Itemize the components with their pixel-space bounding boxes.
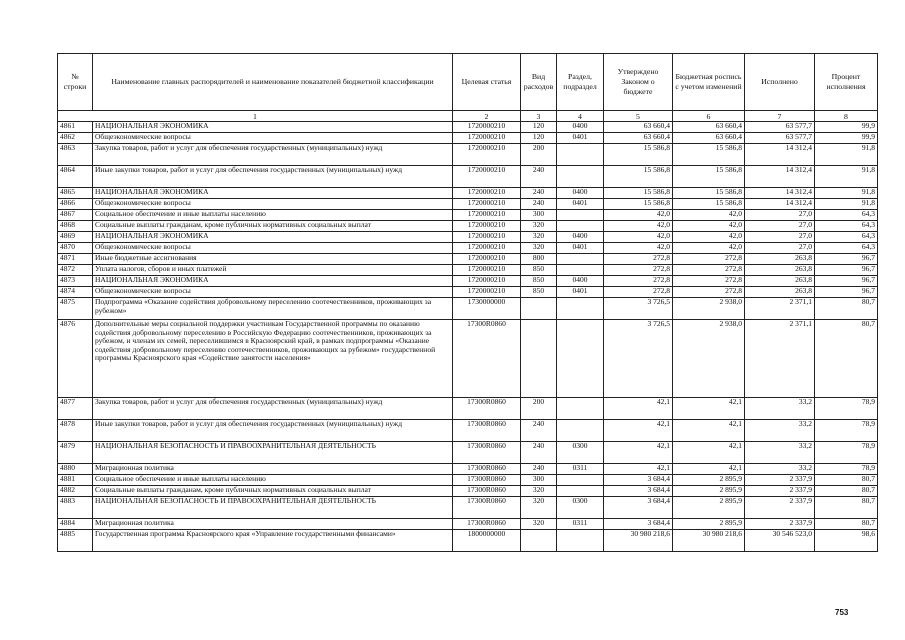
executed-amount: 63 577,7 [745,133,815,144]
expense-type: 300 [521,210,557,221]
table-row [58,210,878,221]
section-code: 0400 [557,276,604,287]
target-article: 1720000210 [453,287,521,298]
row-number: 4867 [58,210,93,221]
execution-percent: 98,6 [815,530,878,552]
row-number: 4861 [58,122,93,133]
expense-type: 240 [521,442,557,464]
planned-amount: 42,0 [673,210,745,221]
row-name: Дополнительные меры социальной поддержки участникам Государственной программы по оказанию содействия добровольному переселению в Российскую Федерацию соотечественников, проживающих за рубежом, и членам их семей, переселившимся в Красноярский край, в рамках подпрограммы «Оказание содействия добровольному переселению соотечественников, проживающих за рубежом» государственной программы Красноярского края «Содействие занятости населения» [93,320,453,398]
table-row [58,298,878,320]
column-number-5: 5 [604,111,673,122]
column-number-3: 3 [521,111,557,122]
target-article: 17300R0860 [453,442,521,464]
executed-amount: 14 312,4 [745,188,815,199]
row-number: 4865 [58,188,93,199]
executed-amount: 33,2 [745,464,815,475]
execution-percent: 99,9 [815,122,878,133]
execution-percent: 78,9 [815,420,878,442]
header-row-number: № строки [58,54,93,111]
row-name: Иные бюджетные ассигнования [93,254,453,265]
table-row [58,144,878,166]
execution-percent: 64,3 [815,210,878,221]
row-number: 4863 [58,144,93,166]
table-row [58,276,878,287]
approved-amount: 272,8 [604,265,673,276]
row-number: 4883 [58,497,93,519]
approved-amount: 3 684,4 [604,497,673,519]
header-planned: Бюджетная роспись с учетом изменений [673,54,745,111]
table-row [58,243,878,254]
expense-type: 240 [521,464,557,475]
planned-amount: 2 895,9 [673,475,745,486]
section-code [557,144,604,166]
section-code: 0311 [557,464,604,475]
planned-amount: 2 895,9 [673,497,745,519]
expense-type: 320 [521,232,557,243]
row-name: Миграционная политика [93,519,453,530]
execution-percent: 96,7 [815,276,878,287]
target-article: 1720000210 [453,221,521,232]
execution-percent: 78,9 [815,464,878,475]
target-article: 17300R0860 [453,519,521,530]
executed-amount: 14 312,4 [745,144,815,166]
column-number-6: 6 [673,111,745,122]
section-code [557,475,604,486]
execution-percent: 64,3 [815,232,878,243]
header-target-article: Целевая статья [453,54,521,111]
execution-percent: 80,7 [815,475,878,486]
target-article: 17300R0860 [453,420,521,442]
expense-type [521,298,557,320]
approved-amount: 42,0 [604,243,673,254]
planned-amount: 42,0 [673,232,745,243]
table-row [58,166,878,188]
execution-percent: 80,7 [815,298,878,320]
approved-amount: 3 684,4 [604,486,673,497]
row-name: Общеэкономические вопросы [93,133,453,144]
planned-amount: 42,1 [673,398,745,420]
row-number: 4864 [58,166,93,188]
target-article: 17300R0860 [453,475,521,486]
row-number: 4873 [58,276,93,287]
executed-amount: 63 577,7 [745,122,815,133]
table-row [58,254,878,265]
column-number-7: 7 [745,111,815,122]
executed-amount: 14 312,4 [745,166,815,188]
execution-percent: 99,9 [815,133,878,144]
row-number: 4866 [58,199,93,210]
expense-type: 800 [521,254,557,265]
expense-type: 120 [521,133,557,144]
row-number: 4876 [58,320,93,398]
section-code: 0311 [557,519,604,530]
expense-type: 320 [521,497,557,519]
table-row [58,420,878,442]
row-number: 4881 [58,475,93,486]
execution-percent: 78,9 [815,398,878,420]
section-code: 0300 [557,497,604,519]
table-row [58,199,878,210]
section-code [557,320,604,398]
expense-type: 320 [521,221,557,232]
planned-amount: 272,8 [673,276,745,287]
execution-percent: 64,3 [815,243,878,254]
target-article: 17300R0860 [453,398,521,420]
planned-amount: 2 938,0 [673,298,745,320]
expense-type [521,320,557,398]
target-article: 17300R0860 [453,464,521,475]
target-article: 1720000210 [453,210,521,221]
section-code: 0401 [557,287,604,298]
expense-type: 320 [521,243,557,254]
table-body [58,122,878,552]
executed-amount: 2 371,1 [745,320,815,398]
executed-amount: 2 337,9 [745,475,815,486]
approved-amount: 3 684,4 [604,475,673,486]
row-number: 4882 [58,486,93,497]
row-number: 4869 [58,232,93,243]
executed-amount: 2 371,1 [745,298,815,320]
row-name: Иные закупки товаров, работ и услуг для обеспечения государственных (муниципальных) нужд [93,420,453,442]
table-row [58,519,878,530]
table-row [58,398,878,420]
table-header [58,54,878,122]
row-name: НАЦИОНАЛЬНАЯ ЭКОНОМИКА [93,232,453,243]
target-article: 17300R0860 [453,497,521,519]
executed-amount: 263,8 [745,254,815,265]
approved-amount: 3 726,5 [604,320,673,398]
target-article: 17300R0860 [453,486,521,497]
approved-amount: 42,1 [604,398,673,420]
expense-type: 850 [521,287,557,298]
target-article: 1730000000 [453,298,521,320]
table-row [58,265,878,276]
row-number: 4880 [58,464,93,475]
planned-amount: 15 586,8 [673,144,745,166]
section-code [557,420,604,442]
executed-amount: 33,2 [745,420,815,442]
executed-amount: 2 337,9 [745,497,815,519]
row-number: 4877 [58,398,93,420]
row-name: Подпрограмма «Оказание содействия добровольному переселению соотечественников, проживающих за рубежом» [93,298,453,320]
executed-amount: 263,8 [745,265,815,276]
section-code [557,166,604,188]
planned-amount: 63 660,4 [673,133,745,144]
row-name: Иные закупки товаров, работ и услуг для обеспечения государственных (муниципальных) нужд [93,166,453,188]
section-code: 0300 [557,442,604,464]
table-row [58,232,878,243]
header-section: Раздел, подраздел [557,54,604,111]
approved-amount: 42,1 [604,442,673,464]
target-article: 1720000210 [453,166,521,188]
expense-type [521,530,557,552]
row-name: НАЦИОНАЛЬНАЯ БЕЗОПАСНОСТЬ И ПРАВООХРАНИТЕЛЬНАЯ ДЕЯТЕЛЬНОСТЬ [93,497,453,519]
table-row [58,133,878,144]
approved-amount: 42,0 [604,232,673,243]
planned-amount: 15 586,8 [673,166,745,188]
execution-percent: 80,7 [815,497,878,519]
header-name: Наименование главных распорядителей и наименование показателей бюджетной классификации [93,54,453,111]
row-number: 4885 [58,530,93,552]
section-code [557,298,604,320]
target-article: 1720000210 [453,199,521,210]
approved-amount: 3 684,4 [604,519,673,530]
target-article: 1720000210 [453,133,521,144]
executed-amount: 33,2 [745,398,815,420]
expense-type: 850 [521,265,557,276]
row-number: 4872 [58,265,93,276]
planned-amount: 42,1 [673,420,745,442]
section-code [557,486,604,497]
row-name: Общеэкономические вопросы [93,287,453,298]
row-number: 4884 [58,519,93,530]
executed-amount: 263,8 [745,276,815,287]
column-number-1: 1 [58,111,453,122]
approved-amount: 15 586,8 [604,144,673,166]
planned-amount: 272,8 [673,265,745,276]
row-number: 4871 [58,254,93,265]
row-number: 4868 [58,221,93,232]
approved-amount: 3 726,5 [604,298,673,320]
planned-amount: 272,8 [673,287,745,298]
row-name: Социальные выплаты гражданам, кроме публичных нормативных социальных выплат [93,221,453,232]
row-number: 4879 [58,442,93,464]
executed-amount: 27,0 [745,221,815,232]
approved-amount: 42,0 [604,221,673,232]
execution-percent: 96,7 [815,287,878,298]
table-row [58,287,878,298]
executed-amount: 27,0 [745,210,815,221]
approved-amount: 272,8 [604,254,673,265]
header-percent: Процент исполнения [815,54,878,111]
table-row [58,320,878,398]
expense-type: 240 [521,420,557,442]
approved-amount: 15 586,8 [604,188,673,199]
target-article: 1720000210 [453,188,521,199]
executed-amount: 27,0 [745,232,815,243]
section-code: 0400 [557,122,604,133]
planned-amount: 42,1 [673,442,745,464]
executed-amount: 27,0 [745,243,815,254]
header-approved: Утверждено Законом о бюджете [604,54,673,111]
approved-amount: 272,8 [604,276,673,287]
execution-percent: 80,7 [815,519,878,530]
row-name: Государственная программа Красноярского края «Управление государственными финансами» [93,530,453,552]
table-row [58,497,878,519]
planned-amount: 42,0 [673,243,745,254]
executed-amount: 2 337,9 [745,486,815,497]
approved-amount: 15 586,8 [604,166,673,188]
budget-table [57,53,878,552]
row-name: Социальные выплаты гражданам, кроме публичных нормативных социальных выплат [93,486,453,497]
planned-amount: 2 895,9 [673,519,745,530]
executed-amount: 263,8 [745,287,815,298]
approved-amount: 30 980 218,6 [604,530,673,552]
row-number: 4870 [58,243,93,254]
executed-amount: 33,2 [745,442,815,464]
row-name: Общеэкономические вопросы [93,243,453,254]
row-number: 4878 [58,420,93,442]
row-name: Общеэкономические вопросы [93,199,453,210]
row-name: Уплата налогов, сборов и иных платежей [93,265,453,276]
executed-amount: 30 546 523,0 [745,530,815,552]
expense-type: 240 [521,188,557,199]
planned-amount: 30 980 218,6 [673,530,745,552]
row-name: Миграционная политика [93,464,453,475]
table-row [58,464,878,475]
expense-type: 320 [521,486,557,497]
table-row [58,188,878,199]
section-code [557,210,604,221]
row-name: НАЦИОНАЛЬНАЯ ЭКОНОМИКА [93,276,453,287]
section-code: 0401 [557,133,604,144]
row-name: НАЦИОНАЛЬНАЯ БЕЗОПАСНОСТЬ И ПРАВООХРАНИТЕЛЬНАЯ ДЕЯТЕЛЬНОСТЬ [93,442,453,464]
execution-percent: 96,7 [815,254,878,265]
section-code: 0401 [557,243,604,254]
target-article: 1720000210 [453,265,521,276]
target-article: 17300R0860 [453,320,521,398]
target-article: 1800000000 [453,530,521,552]
execution-percent: 91,8 [815,188,878,199]
target-article: 1720000210 [453,254,521,265]
section-code [557,265,604,276]
row-name: НАЦИОНАЛЬНАЯ ЭКОНОМИКА [93,122,453,133]
table-row [58,122,878,133]
header-executed: Исполнено [745,54,815,111]
execution-percent: 80,7 [815,320,878,398]
row-name: НАЦИОНАЛЬНАЯ ЭКОНОМИКА [93,188,453,199]
row-number: 4875 [58,298,93,320]
column-number-8: 8 [815,111,878,122]
expense-type: 240 [521,199,557,210]
expense-type: 320 [521,519,557,530]
expense-type: 200 [521,144,557,166]
page-number: 753 [835,608,849,617]
column-number-2: 2 [453,111,521,122]
expense-type: 120 [521,122,557,133]
execution-percent: 96,7 [815,265,878,276]
expense-type: 850 [521,276,557,287]
table-row [58,442,878,464]
target-article: 1720000210 [453,144,521,166]
planned-amount: 63 660,4 [673,122,745,133]
section-code: 0401 [557,199,604,210]
approved-amount: 42,0 [604,210,673,221]
header-expense-type: Вид расходов [521,54,557,111]
approved-amount: 15 586,8 [604,199,673,210]
target-article: 1720000210 [453,243,521,254]
approved-amount: 63 660,4 [604,133,673,144]
column-number-4: 4 [557,111,604,122]
planned-amount: 272,8 [673,254,745,265]
row-number: 4862 [58,133,93,144]
execution-percent: 64,3 [815,221,878,232]
execution-percent: 78,9 [815,442,878,464]
expense-type: 300 [521,475,557,486]
execution-percent: 91,8 [815,199,878,210]
target-article: 1720000210 [453,232,521,243]
execution-percent: 91,8 [815,166,878,188]
table-row [58,475,878,486]
section-code [557,530,604,552]
section-code [557,221,604,232]
table-row [58,530,878,552]
approved-amount: 42,1 [604,464,673,475]
row-name: Закупка товаров, работ и услуг для обеспечения государственных (муниципальных) нужд [93,144,453,166]
section-code: 0400 [557,188,604,199]
section-code [557,254,604,265]
approved-amount: 272,8 [604,287,673,298]
approved-amount: 42,1 [604,420,673,442]
execution-percent: 80,7 [815,486,878,497]
target-article: 1720000210 [453,122,521,133]
row-name: Социальное обеспечение и иные выплаты населению [93,475,453,486]
row-number: 4874 [58,287,93,298]
row-name: Закупка товаров, работ и услуг для обеспечения государственных (муниципальных) нужд [93,398,453,420]
table-row [58,486,878,497]
execution-percent: 91,8 [815,144,878,166]
executed-amount: 14 312,4 [745,199,815,210]
section-code: 0400 [557,232,604,243]
planned-amount: 42,0 [673,221,745,232]
row-name: Социальное обеспечение и иные выплаты населению [93,210,453,221]
planned-amount: 15 586,8 [673,188,745,199]
section-code [557,398,604,420]
expense-type: 240 [521,166,557,188]
target-article: 1720000210 [453,276,521,287]
planned-amount: 42,1 [673,464,745,475]
planned-amount: 2 895,9 [673,486,745,497]
table-row [58,221,878,232]
approved-amount: 63 660,4 [604,122,673,133]
planned-amount: 15 586,8 [673,199,745,210]
expense-type: 200 [521,398,557,420]
planned-amount: 2 938,0 [673,320,745,398]
executed-amount: 2 337,9 [745,519,815,530]
